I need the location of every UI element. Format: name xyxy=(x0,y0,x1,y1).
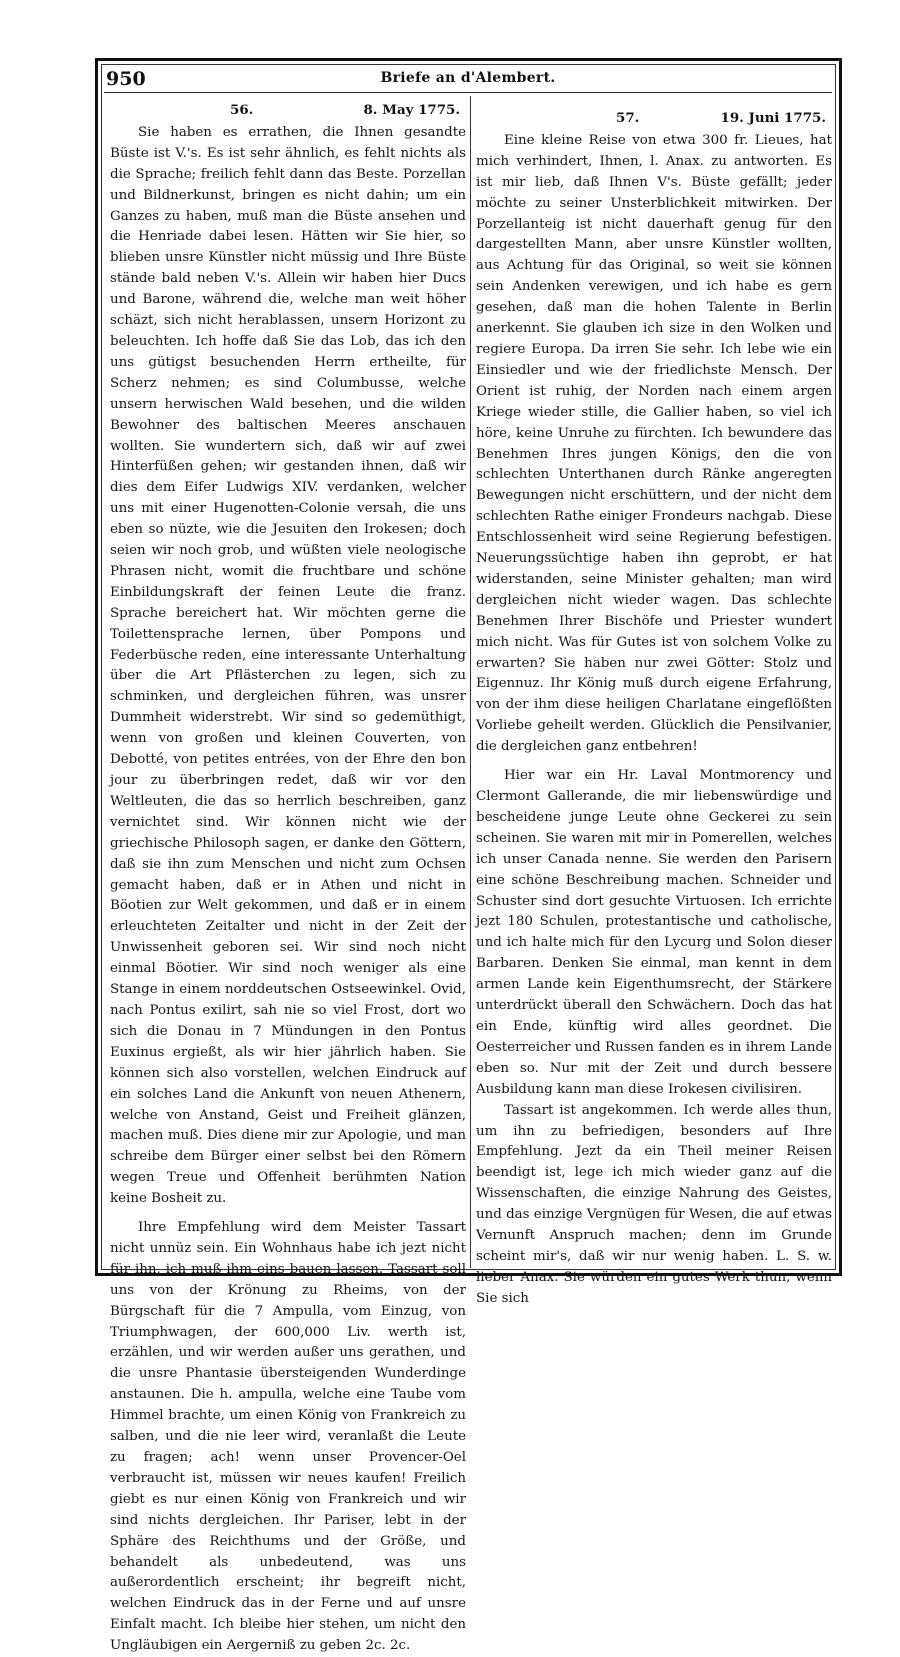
paragraph: Hier war ein Hr. Laval Montmorency und Clermont Gallerande, die mir liebenswürdige und bescheidene junge Leute ohne Geckerei zu sein scheinen. Sie waren mit mir in Pomerellen, welches ich unser Canada nenne. Sie werden den Parisern eine schöne Beschreibung machen. Schneider und Schuster sind dort gesuchte Virtuosen. Ich errichte jezt 180 Schulen, protestantische und catholische, und ich halte mich für den Lycurg und Solon dieser Barbaren. Denken Sie einmal, man kennt in dem armen Lande kein Eigenthumsrecht, der Stärkere unterdrückt überall den Schwächern. Doch das hat ein Ende, künftig wird alles geordnet. Die Oesterreicher und Russen fanden es in ihrem Lande eben so. Nur mit der Zeit und durch bessere Ausbildung kann man diese Irokesen civilisiren. xyxy=(476,768,832,1097)
paragraph: Tassart ist angekommen. Ich werde alles thun, um ihn zu befriedigen, besonders auf Ihre Empfehlung. Jezt da ein Theil meiner Reisen beendigt ist, lege ich mich wieder ganz auf die Wissenschaften, die einzige Nahrung des Geistes, und das einzige Vergnügen für Wesen, die auf etwas Vernunft Anspruch machen; denn im Grunde scheint mir's, daß wir nur wenig haben. L. S. w. lieber Anax. Sie würden ein gutes Werk thun, wenn Sie sich xyxy=(476,1102,832,1306)
left-column xyxy=(110,98,466,1654)
page-number: 950 xyxy=(106,68,146,90)
page-header xyxy=(104,66,832,93)
letter-date: 8. May 1775. xyxy=(363,102,460,118)
column-divider xyxy=(470,96,471,1268)
letter-number: 57. xyxy=(616,110,640,126)
letter-number: 56. xyxy=(230,102,254,118)
letter-heading xyxy=(476,108,832,129)
right-column xyxy=(476,98,832,1306)
letter-date: 19. Juni 1775. xyxy=(720,110,826,126)
paragraph: Ihre Empfehlung wird dem Meister Tassart nicht unnüz sein. Ein Wohnhaus habe ich jezt nicht für ihn, ich muß ihm eins bauen lassen. Tassart soll uns von der Krönung zu Rheims, von der Bürgschaft für die 7 Ampulla, vom Einzug, von Triumphwagen, der 600,000 Liv. werth ist, erzählen, und wir werden außer uns gerathen, und die unsre Phantasie übersteigenden Wunderdinge anstaunen. Die h. ampulla, welche eine Taube vom Himmel brachte, um einen König von Frankreich zu salben, und die nie leer wird, veranlaßt die Leute zu fragen; ach! wenn unser Provencer-Oel verbraucht ist, müssen wir neues kaufen! Freilich giebt es nur einen König von Frankreich und wir sind nichts dergleichen. Ihr Pariser, lebt in der Sphäre des Reichthums und der Größe, und behandelt als unbedeutend, was uns außerordentlich erscheint; ihr begreift nicht, welchen Eindruck das in der Ferne und auf unsre Einfalt macht. Ich bleibe hier stehen, um nicht den Ungläubigen ein Aergerniß zu geben 2c. 2c. xyxy=(110,1220,466,1654)
paragraph: Sie haben es errathen, die Ihnen gesandte Büste ist V.'s. Es ist sehr ähnlich, es fehlt nichts als die Sprache; freilich fehlt dann das Beste. Porzellan und Bildnerkunst, bringen es nicht dahin; um ein Ganzes zu haben, muß man die Büste ansehen und die Henriade dabei lesen. Hätten wir Sie hier, so blieben unsre Künstler nicht müssig und Ihre Büste stände bald neben V.'s. Allein wir haben hier Ducs und Barone, während die, welche man weit höher schäzt, sich nicht herablassen, unsern Horizont zu beleuchten. Ich hoffe daß Sie das Lob, das ich den uns gütigst besuchenden Herrn ertheilte, für Scherz nehmen; es sind Columbusse, welche unsern herwischen Wald besehen, und die wilden Bewohner des baltischen Meeres anschauen wollten. Sie wundertern sich, daß wir auf zwei Hinterfüßen gehen; wir gestanden ihnen, daß wir dies dem Eifer Ludwigs XIV. verdanken, welcher uns mit einer Hugenotten-Colonie versah, die uns eben so nüzte, wie die Jesuiten den Irokesen; doch seien wir noch grob, und wüßten viele neologische Phrasen nicht, womit die fruchtbare und schöne Einbildungskraft der feinen Leute die franz. Sprache bereichert hat. Wir möchten gerne die Toilettensprache lernen, über Pompons und Federbüsche reden, eine interessante Unterhaltung über die Art Pflästerchen zu legen, sich zu schminken, und dergleichen führen, was unsrer Dummheit widerstrebt. Wir sind so gedemüthigt, wenn von großen und kleinen Couverten, von Debotté, von petites entrées, von der Ehre den bon jour zu überbringen redet, daß wir vor den Weltleuten, die das so herrlich beschreiben, ganz vernichtet sind. Wir können nicht wie der griechische Philosoph sagen, er danke den Göttern, daß sie ihn zum Menschen und nicht zum Ochsen gemacht haben, daß er in Athen und nicht in Böotien zur Welt gekommen, und daß er in einem erleuchteten Zeitalter und nicht in der Zeit der Unwissenheit geboren sei. Wir sind noch nicht einmal Böotier. Wir sind noch weniger als eine Stange in einem norddeutschen Ostseewinkel. Ovid, nach Pontus exilirt, sah nie so viel Frost, dort wo sich die Donau in 7 Mündungen in den Pontus Euxinus ergießt, als wir hier jährlich haben. Sie können sich also vorstellen, welchen Eindruck auf ein solches Land die Ankunft von neuen Athenern, welche von Anstand, Geist und Freiheit glänzen, machen muß. Dies diene mir zur Apologie, und man schreibe dem Bürger einer selbst bei den Römern wegen Treue und Offenheit berühmten Nation keine Bosheit zu. xyxy=(110,124,466,1207)
running-head: Briefe an d'Alembert. xyxy=(380,70,556,86)
letter-heading xyxy=(110,100,466,121)
paragraph: Eine kleine Reise von etwa 300 fr. Lieues, hat mich verhindert, Ihnen, l. Anax. zu antworten. Es ist mir lieb, daß Ihnen V's. Büste gefällt; jeder möchte zu seiner Unsterblichkeit mitwirken. Der Porzellanteig ist nicht dauerhaft genug für den dargestellten Mann, aber unsre Künstler wollten, aus Achtung für das Original, so weit sie können sein Andenken verewigen, und ich habe es gern gesehen, daß man die hohen Talente in Berlin anerkennt. Sie glauben ich size in den Wolken und regiere Europa. Da irren Sie sehr. Ich lebe wie ein Einsiedler und wie der friedlichste Mensch. Der Orient ist ruhig, der Norden nach einem argen Kriege wieder stille, die Gallier haben, so viel ich höre, keine Unruhe zu fürchten. Ich bewundere das Benehmen Ihres jungen Königs, den die von schlechten Unterthanen durch Ränke angeregten Bewegungen nicht erschüttern, und der nicht dem schlechten Rathe einiger Frondeurs nachgab. Diese Entschlossenheit wird seine Regierung befestigen. Neuerungssüchtige haben ihn geprobt, er hat widerstanden, seine Minister gehalten; man wird dergleichen nicht wieder wagen. Das schlechte Benehmen Ihrer Bischöfe und Priester wundert mich nicht. Was für Gutes ist von solchem Volke zu erwarten? Sie haben nur zwei Götter: Stolz und Eigennuz. Ihr König muß durch eigene Erfahrung, von der ihm diese heiligen Charlatane eingeflößten Vorliebe geheilt werden. Glücklich die Pensilvanier, die dergleichen ganz entbehren! xyxy=(476,132,832,755)
